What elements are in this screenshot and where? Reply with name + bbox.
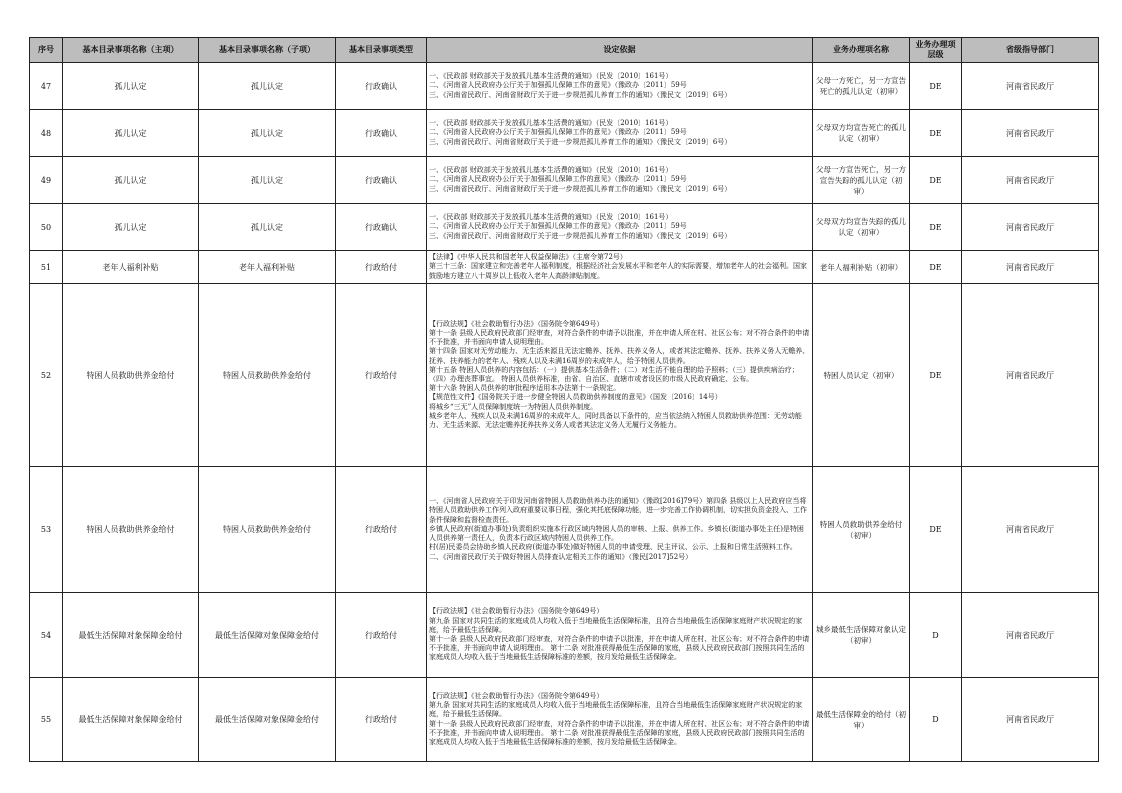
basis-line: 【行政法规】《社会救助暂行办法》（国务院令第649号） bbox=[429, 607, 604, 616]
row-sub-item: 孤儿认定 bbox=[199, 157, 336, 204]
row-main-item: 孤儿认定 bbox=[63, 110, 199, 157]
row-task-name: 老年人福利补贴（初审） bbox=[813, 251, 910, 284]
table-row bbox=[30, 63, 1099, 110]
row-task-name: 城乡最低生活保障对象认定（初审） bbox=[813, 593, 910, 678]
header-dept: 省级指导部门 bbox=[962, 38, 1099, 63]
basis-line: 【法律】《中华人民共和国老年人权益保障法》（主席令第72号） bbox=[429, 253, 627, 262]
basis-line: 村(居)民委员会协助乡镇人民政府(街道办事处)做好特困人员的申请受理、民主评议、公示、上报和日常生活照料工作。 bbox=[429, 543, 797, 552]
basis-line: 【规范性文件】《国务院关于进一步健全特困人员救助供养制度的意见》（国发〔2016〕14号） bbox=[429, 393, 722, 402]
basis-line: 二、《河南省民政厅关于做好特困人员排查认定相关工作的通知》（豫民[2017]52号） bbox=[429, 552, 693, 561]
row-task-level: DE bbox=[910, 63, 962, 110]
header-seq: 序号 bbox=[30, 38, 63, 63]
row-main-item: 孤儿认定 bbox=[63, 63, 199, 110]
row-seq: 55 bbox=[30, 678, 63, 762]
basis-line: 三、《河南省民政厅、河南省财政厅关于进一步规范孤儿养育工作的通知》（豫民文〔2019〕6号） bbox=[429, 184, 732, 193]
header-task-name: 业务办理项名称 bbox=[813, 38, 910, 63]
row-sub-item: 特困人员救助供养金给付 bbox=[199, 284, 336, 467]
row-item-type: 行政确认 bbox=[336, 63, 427, 110]
basis-line: 一、《民政部 财政部关于发放孤儿基本生活费的通知》（民发〔2010〕161号） bbox=[429, 213, 673, 222]
row-task-level: DE bbox=[910, 204, 962, 251]
row-seq: 50 bbox=[30, 204, 63, 251]
header-main-item: 基本目录事项名称（主项） bbox=[63, 38, 199, 63]
row-basis bbox=[427, 467, 813, 593]
basis-line: 第十一条 县级人民政府民政部门经审查，对符合条件的申请予以批准，并在申请人所在村、社区公布；对不符合条件的申请不予批准，并书面向申请人说明理由。 bbox=[429, 328, 810, 347]
row-item-type: 行政给付 bbox=[336, 251, 427, 284]
row-task-name: 父母双方均宣告失踪的孤儿认定（初审） bbox=[813, 204, 910, 251]
basis-line: 乡镇人民政府(街道办事处)负责组织实施本行政区域内特困人员的审核、上报、供养工作。乡镇长(街道办事处主任)是特困人员供养第一责任人，负责本行政区域内特困人员供养工作。 bbox=[429, 524, 804, 543]
basis-line: 第十一条 县级人民政府民政部门经审查，对符合条件的申请予以批准，并在申请人所在村、社区公布；对不符合条件的申请不予批准，并书面向申请人说明理由。 第十二条 对批准获得最低生活保障的家庭，县级人民政府民政部门按照共同生活的家庭成员人均收入低于当地最低生活保障标准的差额，按月发给最低生活保障金。 bbox=[429, 719, 810, 746]
basis-line: 二、《河南省人民政府办公厅关于加强孤儿保障工作的意见》（豫政办〔2011〕59号 bbox=[429, 128, 687, 137]
row-item-type: 行政确认 bbox=[336, 157, 427, 204]
table-row bbox=[30, 678, 1099, 762]
header-row bbox=[30, 38, 1099, 63]
basis-line: 将城乡“三无”人员保障制度统一为特困人员供养制度。 bbox=[429, 402, 598, 411]
row-seq: 49 bbox=[30, 157, 63, 204]
row-task-name: 父母一方宣告死亡，另一方宣告失踪的孤儿认定（初审） bbox=[813, 157, 910, 204]
basis-line: 三、《河南省民政厅、河南省财政厅关于进一步规范孤儿养育工作的通知》（豫民文〔2019〕6号） bbox=[429, 137, 732, 146]
basis-line: 二、《河南省人民政府办公厅关于加强孤儿保障工作的意见》（豫政办〔2011〕59号 bbox=[429, 175, 687, 184]
row-basis bbox=[427, 157, 813, 204]
row-basis bbox=[427, 678, 813, 762]
row-main-item: 特困人员救助供养金给付 bbox=[63, 467, 199, 593]
row-task-name: 特困人员认定（初审） bbox=[813, 284, 910, 467]
catalog-table bbox=[29, 37, 1099, 762]
row-item-type: 行政确认 bbox=[336, 204, 427, 251]
row-task-name: 父母双方均宣告死亡的孤儿认定（初审） bbox=[813, 110, 910, 157]
row-seq: 52 bbox=[30, 284, 63, 467]
row-basis bbox=[427, 284, 813, 467]
row-dept: 河南省民政厅 bbox=[962, 157, 1099, 204]
table-row bbox=[30, 157, 1099, 204]
row-sub-item: 老年人福利补贴 bbox=[199, 251, 336, 284]
row-sub-item: 孤儿认定 bbox=[199, 110, 336, 157]
basis-line: 【行政法规】《社会救助暂行办法》（国务院令第649号） bbox=[429, 691, 604, 700]
header-item-type: 基本目录事项类型 bbox=[336, 38, 427, 63]
row-basis bbox=[427, 110, 813, 157]
row-task-name: 父母一方死亡，另一方宣告死亡的孤儿认定（初审） bbox=[813, 63, 910, 110]
row-basis bbox=[427, 251, 813, 284]
row-task-level: DE bbox=[910, 110, 962, 157]
row-main-item: 最低生活保障对象保障金给付 bbox=[63, 593, 199, 678]
row-task-level: DE bbox=[910, 157, 962, 204]
basis-line: 一、《民政部 财政部关于发放孤儿基本生活费的通知》（民发〔2010〕161号） bbox=[429, 72, 673, 81]
row-dept: 河南省民政厅 bbox=[962, 593, 1099, 678]
basis-line: 城乡老年人、残疾人以及未满16周岁的未成年人，同时具备以下条件的，应当依法纳入特困人员救助供养范围：无劳动能力、无生活来源、无法定赡养抚养扶养义务人或者其法定义务人无履行义务能力。 bbox=[429, 411, 802, 430]
row-sub-item: 最低生活保障对象保障金给付 bbox=[199, 593, 336, 678]
row-dept: 河南省民政厅 bbox=[962, 110, 1099, 157]
row-dept: 河南省民政厅 bbox=[962, 251, 1099, 284]
row-dept: 河南省民政厅 bbox=[962, 284, 1099, 467]
table-row bbox=[30, 204, 1099, 251]
table-row bbox=[30, 284, 1099, 467]
basis-line: 第十五条 特困人员供养的内容包括：（一）提供基本生活条件；（二）对生活不能自理的给予照料；（三）提供疾病治疗；（四）办理丧葬事宜。 特困人员供养标准，由省、自治区、直辖市或者设区的市级人民政府确定、公布。 bbox=[429, 365, 799, 383]
header-task-level: 业务办理项层级 bbox=[910, 38, 962, 63]
row-seq: 51 bbox=[30, 251, 63, 284]
row-dept: 河南省民政厅 bbox=[962, 204, 1099, 251]
row-task-name: 最低生活保障金的给付（初审） bbox=[813, 678, 910, 762]
header-sub-item: 基本目录事项名称（子项） bbox=[199, 38, 336, 63]
basis-line: 【行政法规】《社会救助暂行办法》（国务院令第649号） bbox=[429, 319, 604, 328]
row-basis bbox=[427, 204, 813, 251]
row-sub-item: 特困人员救助供养金给付 bbox=[199, 467, 336, 593]
row-task-level: DE bbox=[910, 251, 962, 284]
row-basis bbox=[427, 63, 813, 110]
row-item-type: 行政给付 bbox=[336, 284, 427, 467]
table-body bbox=[30, 63, 1099, 762]
row-seq: 47 bbox=[30, 63, 63, 110]
row-item-type: 行政确认 bbox=[336, 110, 427, 157]
row-dept: 河南省民政厅 bbox=[962, 678, 1099, 762]
table-row bbox=[30, 251, 1099, 284]
table-row bbox=[30, 110, 1099, 157]
row-item-type: 行政给付 bbox=[336, 593, 427, 678]
header-basis: 设定依据 bbox=[427, 38, 813, 63]
basis-line: 第九条 国家对共同生活的家庭成员人均收入低于当地最低生活保障标准，且符合当地最低生活保障家庭财产状况规定的家庭，给予最低生活保障。 bbox=[429, 616, 803, 634]
row-sub-item: 孤儿认定 bbox=[199, 204, 336, 251]
row-basis bbox=[427, 593, 813, 678]
basis-line: 三、《河南省民政厅、河南省财政厅关于进一步规范孤儿养育工作的通知》（豫民文〔2019〕6号） bbox=[429, 90, 732, 99]
row-seq: 53 bbox=[30, 467, 63, 593]
basis-line: 第三十三条：国家建立和完善老年人福利制度，根据经济社会发展水平和老年人的实际需要，增加老年人的社会福利。国家鼓励地方建立八十周岁以上低收入老年人高龄津贴制度。 bbox=[429, 262, 807, 280]
table-row bbox=[30, 467, 1099, 593]
row-main-item: 孤儿认定 bbox=[63, 157, 199, 204]
row-main-item: 特困人员救助供养金给付 bbox=[63, 284, 199, 467]
row-main-item: 最低生活保障对象保障金给付 bbox=[63, 678, 199, 762]
basis-line: 一、《民政部 财政部关于发放孤儿基本生活费的通知》（民发〔2010〕161号） bbox=[429, 119, 673, 128]
basis-line: 一、《民政部 财政部关于发放孤儿基本生活费的通知》（民发〔2010〕161号） bbox=[429, 166, 673, 175]
row-task-name: 特困人员救助供养金给付（初审） bbox=[813, 467, 910, 593]
basis-line: 二、《河南省人民政府办公厅关于加强孤儿保障工作的意见》（豫政办〔2011〕59号 bbox=[429, 81, 687, 90]
row-task-level: DE bbox=[910, 467, 962, 593]
row-seq: 54 bbox=[30, 593, 63, 678]
row-sub-item: 孤儿认定 bbox=[199, 63, 336, 110]
table-row bbox=[30, 593, 1099, 678]
basis-line: 二、《河南省人民政府办公厅关于加强孤儿保障工作的意见》（豫政办〔2011〕59号 bbox=[429, 222, 687, 231]
basis-line: 第九条 国家对共同生活的家庭成员人均收入低于当地最低生活保障标准，且符合当地最低生活保障家庭财产状况规定的家庭，给予最低生活保障。 bbox=[429, 701, 803, 719]
row-task-level: D bbox=[910, 678, 962, 762]
basis-line: 一、《河南省人民政府关于印发河南省特困人员救助供养办法的通知》（豫政[2016]79号）第四条 县级以上人民政府应当将特困人员救助供养工作列入政府重要议事日程，强化其托底保障功能，进一步完善工作协调机制，切实担负资金投入、工作条件保障和监督检查责任。 bbox=[429, 497, 807, 524]
row-item-type: 行政给付 bbox=[336, 678, 427, 762]
row-sub-item: 最低生活保障对象保障金给付 bbox=[199, 678, 336, 762]
row-item-type: 行政给付 bbox=[336, 467, 427, 593]
basis-line: 三、《河南省民政厅、河南省财政厅关于进一步规范孤儿养育工作的通知》（豫民文〔2019〕6号） bbox=[429, 231, 732, 240]
row-task-level: DE bbox=[910, 284, 962, 467]
basis-line: 第十一条 县级人民政府民政部门经审查，对符合条件的申请予以批准，并在申请人所在村、社区公布；对不符合条件的申请不予批准，并书面向申请人说明理由。 第十二条 对批准获得最低生活保障的家庭，县级人民政府民政部门按照共同生活的家庭成员人均收入低于当地最低生活保障标准的差额，按月发给最低生活保障金。 bbox=[429, 635, 810, 662]
row-main-item: 老年人福利补贴 bbox=[63, 251, 199, 284]
row-dept: 河南省民政厅 bbox=[962, 63, 1099, 110]
basis-line: 第十六条 特困人员供养的审批程序适用本办法第十一条规定。 bbox=[429, 384, 621, 393]
row-task-level: D bbox=[910, 593, 962, 678]
row-seq: 48 bbox=[30, 110, 63, 157]
basis-line: 第十四条 国家对无劳动能力、无生活来源且无法定赡养、抚养、扶养义务人，或者其法定赡养、抚养、扶养义务人无赡养、抚养、扶养能力的老年人、残疾人以及未满16周岁的未成年人，给予特困人员供养。 bbox=[429, 347, 810, 365]
row-dept: 河南省民政厅 bbox=[962, 467, 1099, 593]
row-main-item: 孤儿认定 bbox=[63, 204, 199, 251]
